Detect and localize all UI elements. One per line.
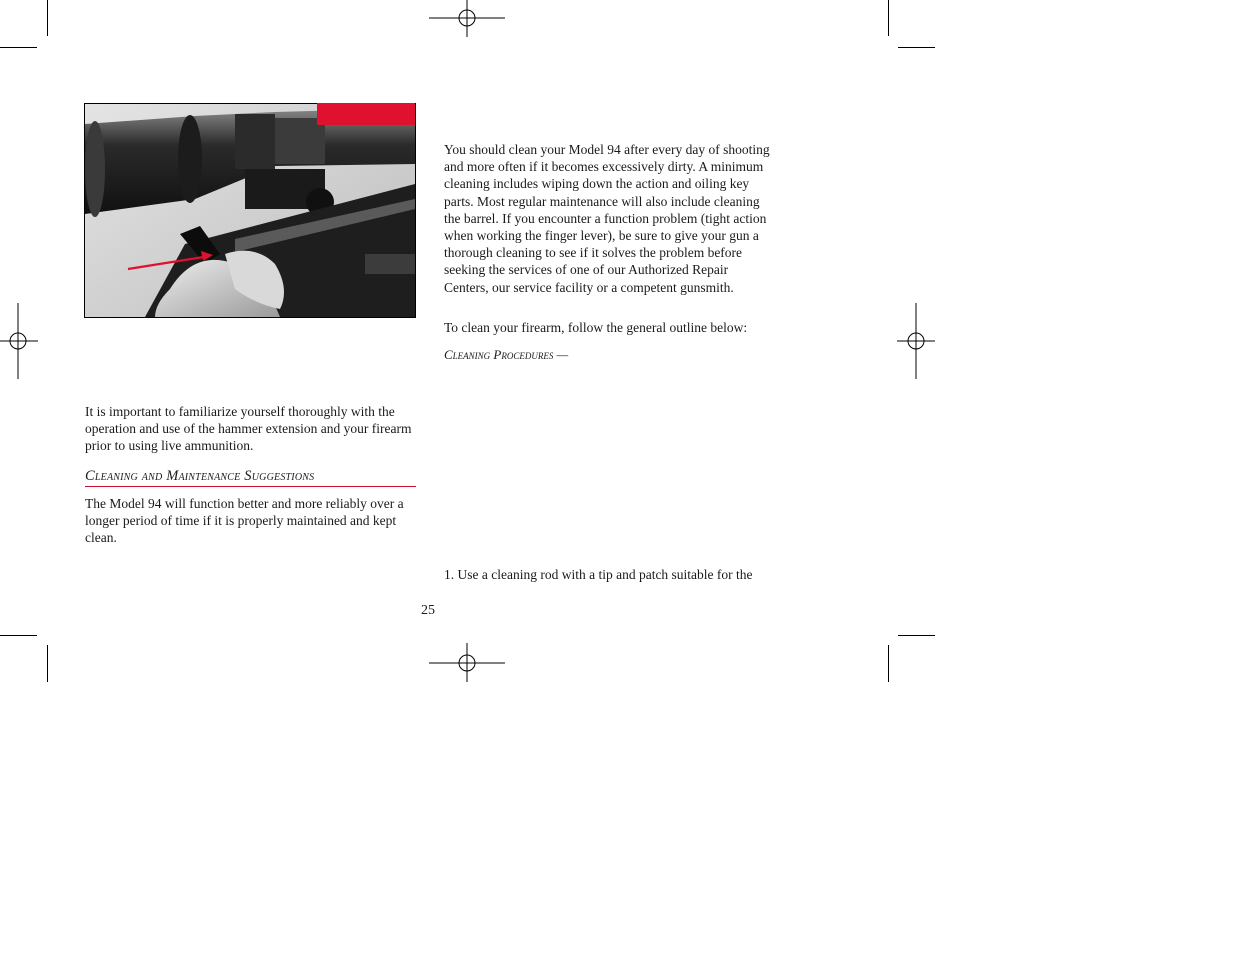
crop-mark	[0, 47, 37, 48]
registration-mark-icon	[429, 0, 507, 38]
cleaning-paragraph: You should clean your Model 94 after every day of shooting and more often if it becomes excessively dirty. A minimum cleaning includes wiping down the action and oiling key parts. Most regular maintenance will also include cleaning the barrel. If you encounter a function problem (tight action when working the finger lever), be sure to give your gun a thorough cleaning to see if it solves the problem before seeking the services of one of our Authorized Repair Centers, our service facility or a competent gunsmith.	[444, 142, 770, 295]
outline-paragraph: To clean your firearm, follow the general outline below:	[444, 320, 748, 335]
crop-mark	[47, 645, 48, 682]
registration-mark-icon	[895, 303, 937, 381]
crop-mark	[898, 47, 935, 48]
crop-mark	[888, 0, 889, 36]
red-arrow-icon	[0, 0, 1, 1]
red-accent-tab	[317, 103, 415, 125]
rifle-scope-photo	[84, 103, 416, 318]
crop-mark	[898, 635, 935, 636]
crop-mark	[47, 0, 48, 36]
page-number: 25	[421, 603, 435, 618]
crop-mark	[0, 635, 37, 636]
section-heading: Cleaning and Maintenance Suggestions	[85, 466, 416, 487]
intro-paragraph: It is important to familiarize yourself thoroughly with the operation and use of the hammer extension and your firearm prior to using live ammunition.	[85, 404, 412, 454]
crop-mark	[888, 645, 889, 682]
registration-mark-icon	[0, 303, 40, 381]
step-1: 1. Use a cleaning rod with a tip and patch suitable for the	[444, 567, 753, 582]
procedures-heading: Cleaning Procedures —	[444, 347, 569, 362]
section-paragraph: The Model 94 will function better and more reliably over a longer period of time if it is properly maintained and kept clean.	[85, 496, 404, 546]
registration-mark-icon	[429, 643, 507, 683]
